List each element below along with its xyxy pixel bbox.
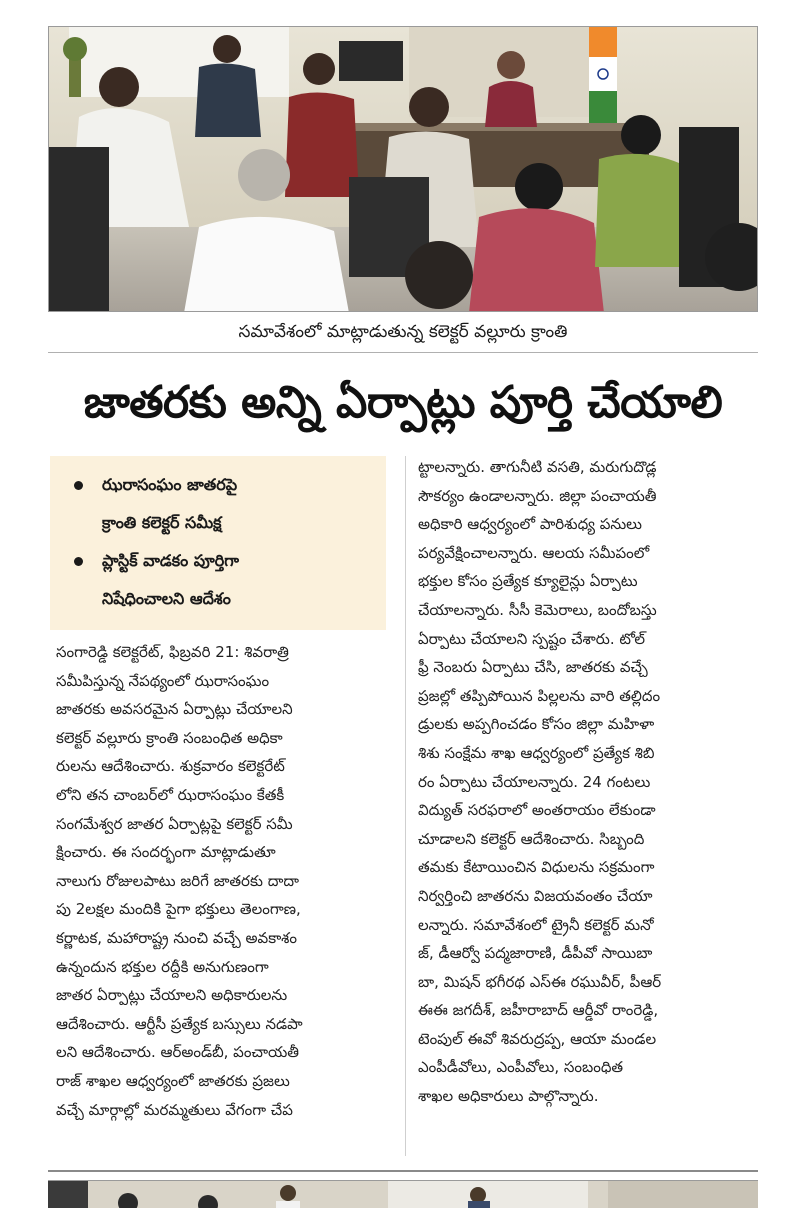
body-line: శిశు సంక్షేమ శాఖ ఆధ్వర్యంలో ప్రత్యేక శిబి: [418, 743, 655, 762]
body-line: కలెక్టర్ వల్లూరు క్రాంతి సంబంధిత అధికా: [56, 728, 283, 747]
body-line: లని ఆదేశించారు. ఆర్‌అండ్‌బీ, పంచాయతీ: [56, 1043, 300, 1062]
body-line: ప్రజల్లో తప్పిపోయిన పిల్లలను వారి తల్లిదం: [418, 686, 661, 705]
body-line: పు 2లక్షల మందికి పైగా భక్తులు తెలంగాణ,: [56, 900, 301, 919]
body-line: రాజ్ శాఖల ఆధ్వర్యంలో జాతరకు ప్రజలు: [56, 1071, 290, 1090]
body-line: ట్టాలన్నారు. తాగునీటి వసతి, మరుగుదొడ్ల: [418, 458, 657, 476]
body-line: లన్నారు. సమావేశంలో ట్రైనీ కలెక్టర్ మనో: [418, 915, 654, 934]
body-line: చూడాలని కలెక్టర్ ఆదేశించారు. సిబ్బంది: [418, 829, 645, 848]
body-line: డ్రులకు అప్పగించడం కోసం జిల్లా మహిళా: [418, 715, 655, 734]
photo-caption: సమావేశంలో మాట్లాడుతున్న కలెక్టర్ వల్లూరు క్రాంతి: [238, 322, 568, 342]
bullet-icon: [74, 557, 83, 566]
body-line: సంగమేశ్వర జాతర ఏర్పాట్లపై కలెక్టర్ సమీ: [56, 814, 293, 833]
body-line: శాఖల అధికారులు పాల్గొన్నారు.: [418, 1087, 599, 1106]
body-line: విద్యుత్ సరఫరాలో అంతరాయం లేకుండా: [418, 801, 656, 820]
next-article-photo: [48, 1180, 758, 1208]
body-line: నిర్వర్తించి జాతరను విజయవంతం చేయా: [418, 886, 653, 905]
bottom-rule: [48, 1170, 758, 1172]
body-line: అధికారి ఆధ్వర్యంలో పారిశుధ్య పనులు: [418, 515, 642, 534]
body-line: రులను ఆదేశించారు. శుక్రవారం కలెక్టరేట్: [56, 757, 285, 776]
body-line: ఉన్నందున భక్తుల రద్దీకి అనుగుణంగా: [56, 957, 269, 976]
body-line: లోని తన చాంబర్‌లో ఝరాసంఘం కేతకీ: [56, 785, 285, 804]
body-line: బా, మిషన్ భగీరథ ఎస్ఈ రఘువీర్, పీఆర్: [418, 972, 662, 991]
body-line: ఏర్పాటు చేయాలని స్పష్టం చేశారు. టోల్: [418, 629, 646, 648]
body-line: ఫ్రీ నెంబరు ఏర్పాటు చేసి, జాతరకు వచ్చే: [418, 658, 648, 677]
highlight-line: నిషేధించాలని ఆదేశం: [102, 589, 231, 608]
highlights-box: [50, 456, 386, 630]
body-line: సౌకర్యం ఉండాలన్నారు. జిల్లా పంచాయతీ: [418, 486, 657, 505]
meeting-photo: [48, 26, 758, 312]
body-line: చేయాలన్నారు. సీసీ కెమెరాలు, బందోబస్తు: [418, 600, 657, 619]
body-line: ఎంపీడీవోలు, ఎంపీవోలు, సంబంధిత: [418, 1058, 624, 1077]
highlight-line: క్రాంతి కలెక్టర్ సమీక్ష: [102, 513, 222, 532]
caption-rule: [48, 352, 758, 353]
body-line: తమకు కేటాయించిన విధులను సక్రమంగా: [418, 858, 655, 877]
headline: జాతరకు అన్ని ఏర్పాట్లు పూర్తి చేయాలి: [83, 377, 723, 428]
body-line: జ్, డీఆర్వో పద్మజారాణి, డీపీవో సాయిబా: [418, 944, 653, 963]
body-line: ఈఈ జగదీశ్, జహీరాబాద్ ఆర్డీవో రాంరెడ్డి,: [418, 1001, 659, 1020]
highlight-line: ప్లాస్టిక్ వాడకం పూర్తిగా: [102, 551, 239, 570]
next-article-photo-illustration: [48, 1181, 758, 1208]
column-divider: [405, 456, 406, 1156]
bullet-icon: [74, 481, 83, 490]
body-line: జాతరకు అవసరమైన ఏర్పాట్లు చేయాలని: [56, 700, 293, 719]
body-line: కర్ణాటక, మహారాష్ట్ర నుంచి వచ్చే అవకాశం: [56, 928, 297, 947]
body-line: సమీపిస్తున్న నేపథ్యంలో ఝరాసంఘం: [56, 671, 270, 690]
body-line: భక్తుల కోసం ప్రత్యేక క్యూలైన్లు ఏర్పాటు: [418, 572, 638, 591]
body-line: టెంపుల్ ఈవో శివరుద్రప్ప, ఆయా మండల: [418, 1029, 657, 1048]
body-line: నాలుగు రోజులపాటు జరిగే జాతరకు దాదా: [56, 871, 299, 890]
meeting-photo-illustration: [49, 27, 758, 312]
body-line: సంగారెడ్డి కలెక్టరేట్, ఫిబ్రవరి 21: శివరాత్రి: [56, 643, 289, 661]
body-line: జాతర ఏర్పాట్లు చేయాలని అధికారులను: [56, 986, 288, 1005]
body-line: రం ఏర్పాటు చేయాలన్నారు. 24 గంటలు: [418, 772, 651, 791]
body-line: క్షించారు. ఈ సందర్భంగా మాట్లాడుతూ: [56, 843, 276, 862]
body-line: పర్యవేక్షించాలన్నారు. ఆలయ సమీపంలో: [418, 543, 650, 562]
article-column-right: [418, 453, 758, 1111]
highlight-item: [68, 542, 376, 618]
body-line: వచ్చే మార్గాల్లో మరమ్మతులు వేగంగా చేప: [56, 1100, 293, 1119]
body-line: ఆదేశించారు. ఆర్టీసీ ప్రత్యేక బస్సులు నడపా: [56, 1014, 303, 1033]
article-column-left: [56, 638, 394, 1124]
highlight-line: ఝరాసంఘం జాతరపై: [102, 475, 238, 494]
highlight-item: [68, 466, 376, 542]
